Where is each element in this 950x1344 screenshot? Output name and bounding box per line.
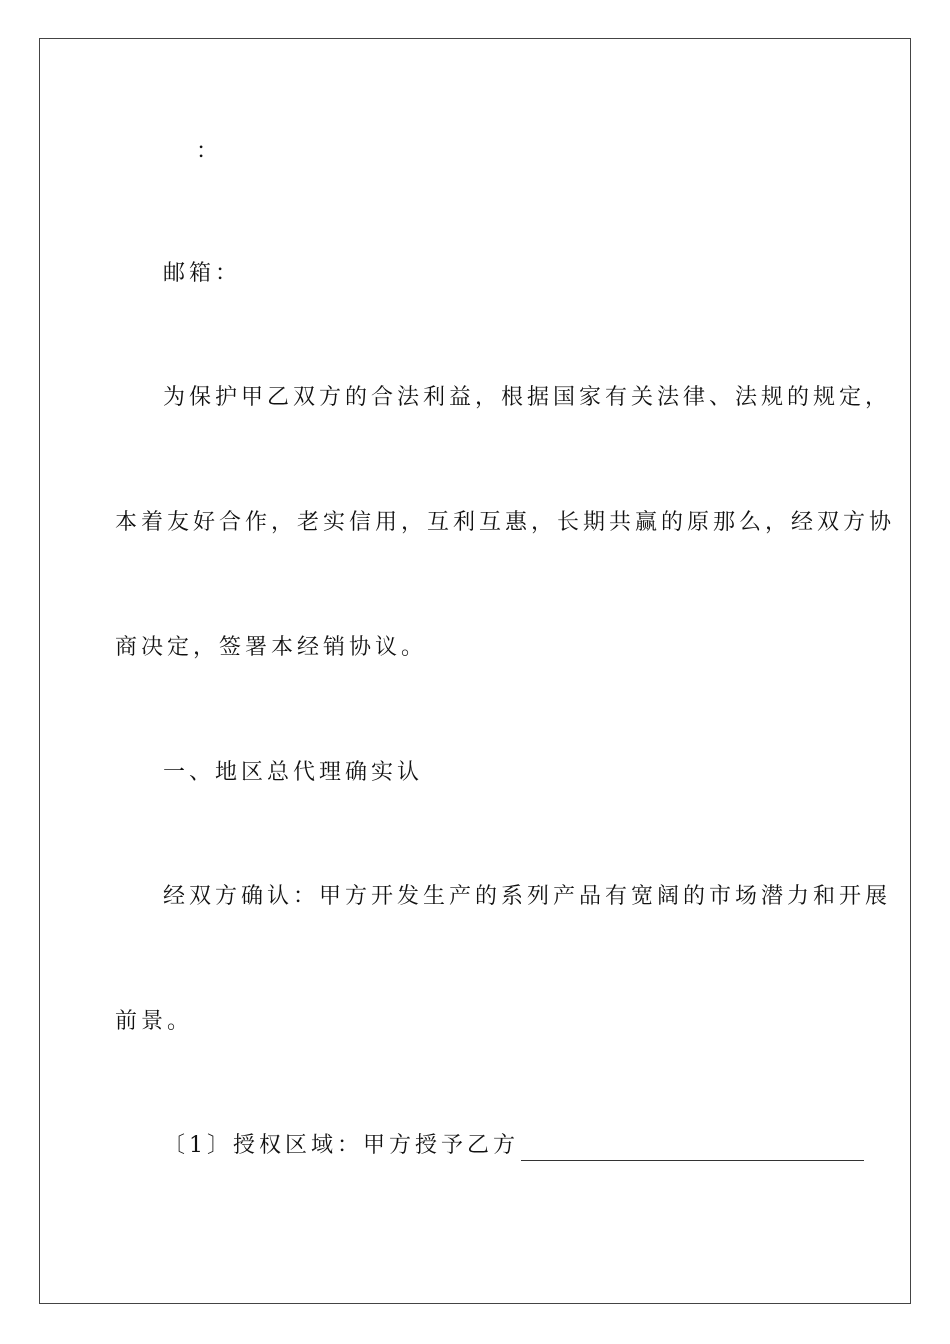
email-label: 邮箱：: [163, 261, 242, 286]
colon-line: ：: [196, 139, 223, 164]
paragraph-1-line-1: 为保护甲乙双方的合法利益，根据国家有关法律、法规的规定，: [163, 385, 892, 410]
paragraph-2-line-1: 经双方确认：甲方开发生产的系列产品有宽阔的市场潜力和开展: [163, 884, 892, 909]
paragraph-1-line-3: 商决定，签署本经销协议。: [115, 635, 428, 660]
paragraph-2-line-2: 前景。: [115, 1009, 194, 1034]
clause-1-line: [163, 1131, 864, 1161]
page-frame: [39, 38, 911, 1304]
fill-in-blank: [521, 1136, 864, 1161]
clause-1-label: 〔1〕授权区域：甲方授予乙方: [163, 1133, 519, 1158]
section-heading: 一、地区总代理确实认: [163, 760, 424, 785]
paragraph-1-line-2: 本着友好合作，老实信用，互利互惠，长期共赢的原那么，经双方协: [115, 510, 896, 535]
